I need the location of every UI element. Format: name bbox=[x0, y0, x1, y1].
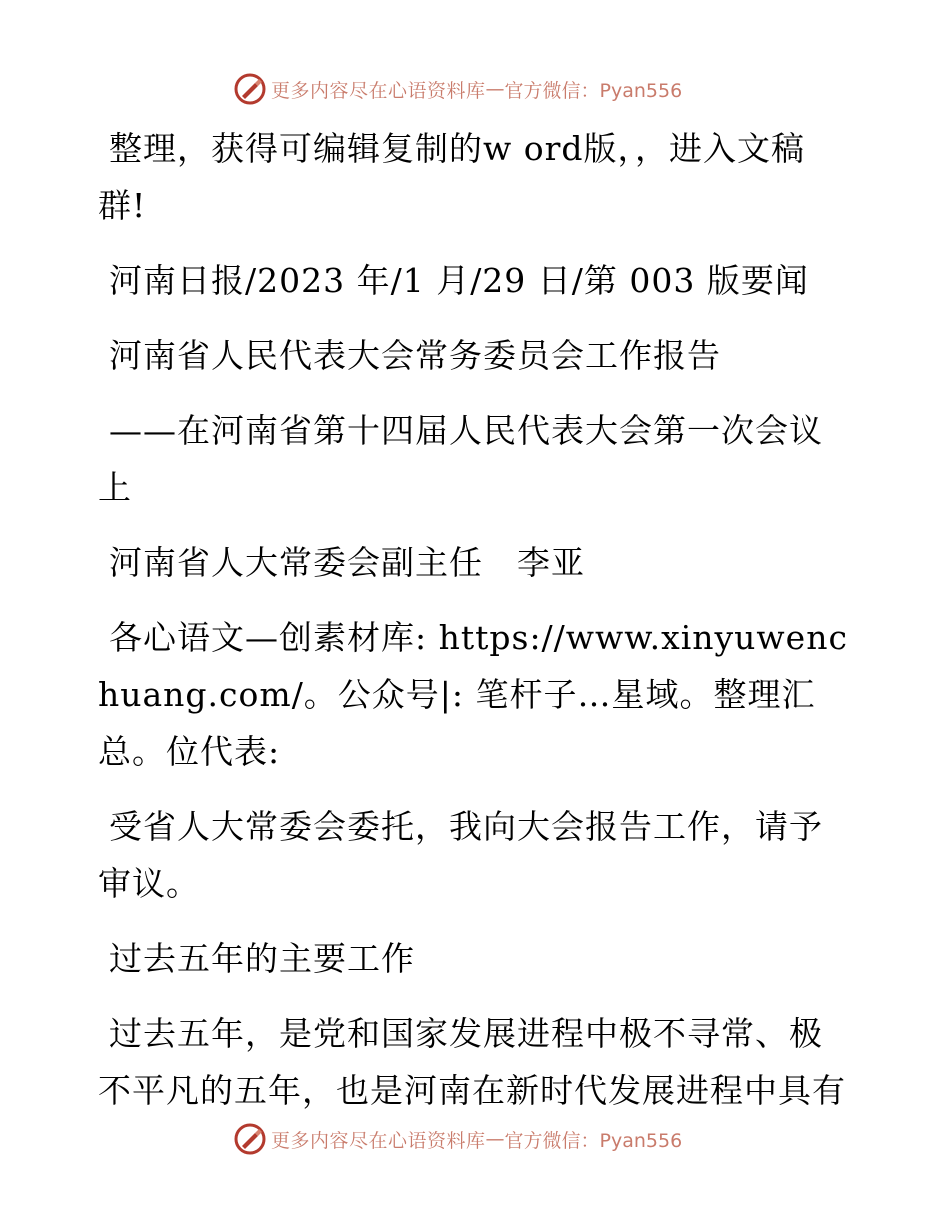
banner-separator: — bbox=[485, 1128, 505, 1150]
banner-wechat: 官方微信：Pyan556 bbox=[504, 1129, 683, 1152]
report-subtitle: ——在河南省第十四届人民代表大会第一次会议上 bbox=[98, 411, 823, 507]
document-body bbox=[98, 120, 853, 1137]
banner-text: 更多内容尽在心语资料库 bbox=[271, 1129, 486, 1152]
paragraph-notice: 各心语文—创素材库: https://www.xinyuwenchuang.com/。公众号|: 笔杆子…星域。整理汇总。位代表: bbox=[98, 618, 848, 771]
footer-banner bbox=[233, 1121, 733, 1157]
header-banner bbox=[233, 71, 733, 107]
paragraph-intro: 整理，获得可编辑复制的w ord版，，进入文稿群! bbox=[98, 129, 806, 225]
report-author: 河南省人大常委会副主任 李亚 bbox=[109, 543, 585, 582]
pen-circle-logo-icon bbox=[233, 72, 267, 106]
banner-separator: — bbox=[485, 78, 505, 100]
section-heading: 过去五年的主要工作 bbox=[109, 939, 415, 978]
paragraph-body: 过去五年，是党和国家发展进程中极不寻常、极不平凡的五年，也是河南在新时代发展进程中具有 bbox=[98, 1014, 846, 1110]
paragraph-source: 河南日报/2023 年/1 月/29 日/第 003 版要闻 bbox=[109, 261, 809, 300]
banner-text: 更多内容尽在心语资料库 bbox=[271, 79, 486, 102]
banner-wechat: 官方微信：Pyan556 bbox=[504, 79, 683, 102]
pen-circle-logo-icon bbox=[233, 1122, 267, 1156]
paragraph-opening: 受省人大常委会委托，我向大会报告工作，请予审议。 bbox=[98, 807, 823, 903]
report-title: 河南省人民代表大会常务委员会工作报告 bbox=[109, 336, 721, 375]
